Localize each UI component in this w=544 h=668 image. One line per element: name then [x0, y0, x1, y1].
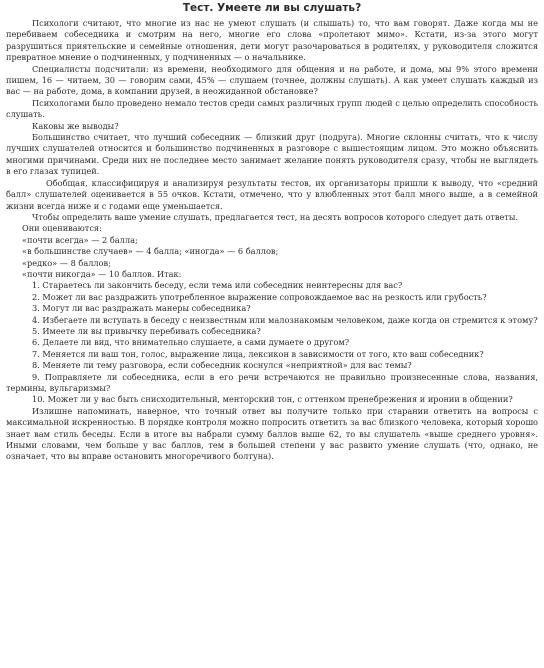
scoring-line: «почти никогда» — 10 баллов. Итак: [22, 268, 182, 279]
intro-paragraph: Большинство считает, что лучший собеседник — близкий друг (подруга). Многие склонны считать, что к числу лучших слушателей относится и большинство подчиненных в разговоре с вышестоящим лицом. Это можно объяснить многими причинами. Среди них не последнее место занимает желание понять руководителя сразу, чтобы не выглядеть в его глазах тупицей. [6, 132, 538, 177]
scoring-line: «почти всегда» — 2 балла; [22, 234, 138, 245]
question-item: 2. Может ли вас раздражить употребленное выражение сопровождаемое вас на резкость или грубость? [32, 291, 487, 302]
intro-paragraph: Специалисты подсчитали: из времени, необходимого для общения и на работе, и дома, мы 9% этого времени пишем, 16 — читаем, 30 — говорим сами, 45% — слушаем (точнее, должны слушать). А как умеет слушать каждый из вас — на работе, дома, в компании друзей, в неожиданной обстановке? [6, 63, 538, 97]
scoring-line: «редко» — 8 баллов; [22, 257, 111, 268]
question-item: 4. Избегаете ли вступать в беседу с неизвестным или малознакомым человеком, даже когда он стремится к этому? [32, 314, 538, 325]
scoring-line: «в большинстве случаев» — 4 балла; «иногда» — 6 баллов; [22, 246, 279, 257]
conclusion-paragraph: Излишне напоминать, наверное, что точный ответ вы получите только при старании ответить на вопросы с максимальной искренностью. В порядке контроля можно попросить ответить за вас близкого человека, который хорошо знает вам стиль беседы. Если в итоге вы набрали сумму баллов выше 62, то вы слушатель «выше среднего уровня». Иными словами, чем больше у вас баллов, тем в большей степени у вас развито умение слушать (что, однако, не означает, что вы вправе остановить многоречивого болтуна). [6, 405, 538, 462]
question-item: 6. Делаете ли вид, что внимательно слушаете, а сами думаете о другом? [32, 337, 350, 348]
question-item: 1. Стараетесь ли закончить беседу, если тема или собеседник неинтересны для вас? [32, 280, 403, 291]
intro-paragraph: Чтобы определить ваше умение слушать, предлагается тест, на десять вопросов которого следует дать ответы. [32, 211, 519, 222]
intro-paragraph: Психологами было проведено немало тестов среди самых различных групп людей с целью определить способность слушать. [6, 97, 538, 120]
scoring-intro: Они оцениваются: [22, 223, 102, 234]
intro-paragraph: Обобщая, классифицируя и анализируя результаты тестов, их организаторы пришли к выводу, что «средний балл» слушателей оценивается в 55 очков. Кстати, отмечено, что у влюбленных этот балл много выше, а в семейной жизни всегда ниже и с годами еще уменьшается. [6, 177, 538, 211]
question-item: 8. Меняете ли тему разговора, если собеседник коснулся «неприятной» для вас темы? [32, 360, 412, 371]
question-item: 7. Меняется ли ваш тон, голос, выражение лица, лексикон в зависимости от того, кто ваш собеседник? [32, 348, 484, 359]
question-item: 10. Может ли у вас быть снисходительный, менторский тон, с оттенком пренебрежения и иронии в общении? [32, 394, 513, 405]
intro-paragraph: Психологи считают, что многие из нас не умеют слушать (и слышать) то, что вам говорят. Даже когда мы не перебиваем собеседника и смотрим на него, многие его слова «пролетают мимо». Кстати, из-за этого могут разрушиться приятельские и семейные отношения, дети могут разочароваться в родителях, у руководителя сложится превратное мнение о подчиненных, у подчиненных — о начальнике. [6, 18, 538, 63]
intro-paragraph: Каковы же выводы? [32, 120, 119, 131]
question-item: 5. Имеете ли вы привычку перебивать собеседника? [32, 325, 261, 336]
question-item: 3. Могут ли вас раздражать манеры собеседника? [32, 303, 251, 314]
page-title: Тест. Умеете ли вы слушать? [182, 2, 362, 14]
question-item: 9. Поправляете ли собеседника, если в его речи встречаются не правильно произнесенные слова, названия, термины, вульгаризмы? [6, 371, 538, 393]
